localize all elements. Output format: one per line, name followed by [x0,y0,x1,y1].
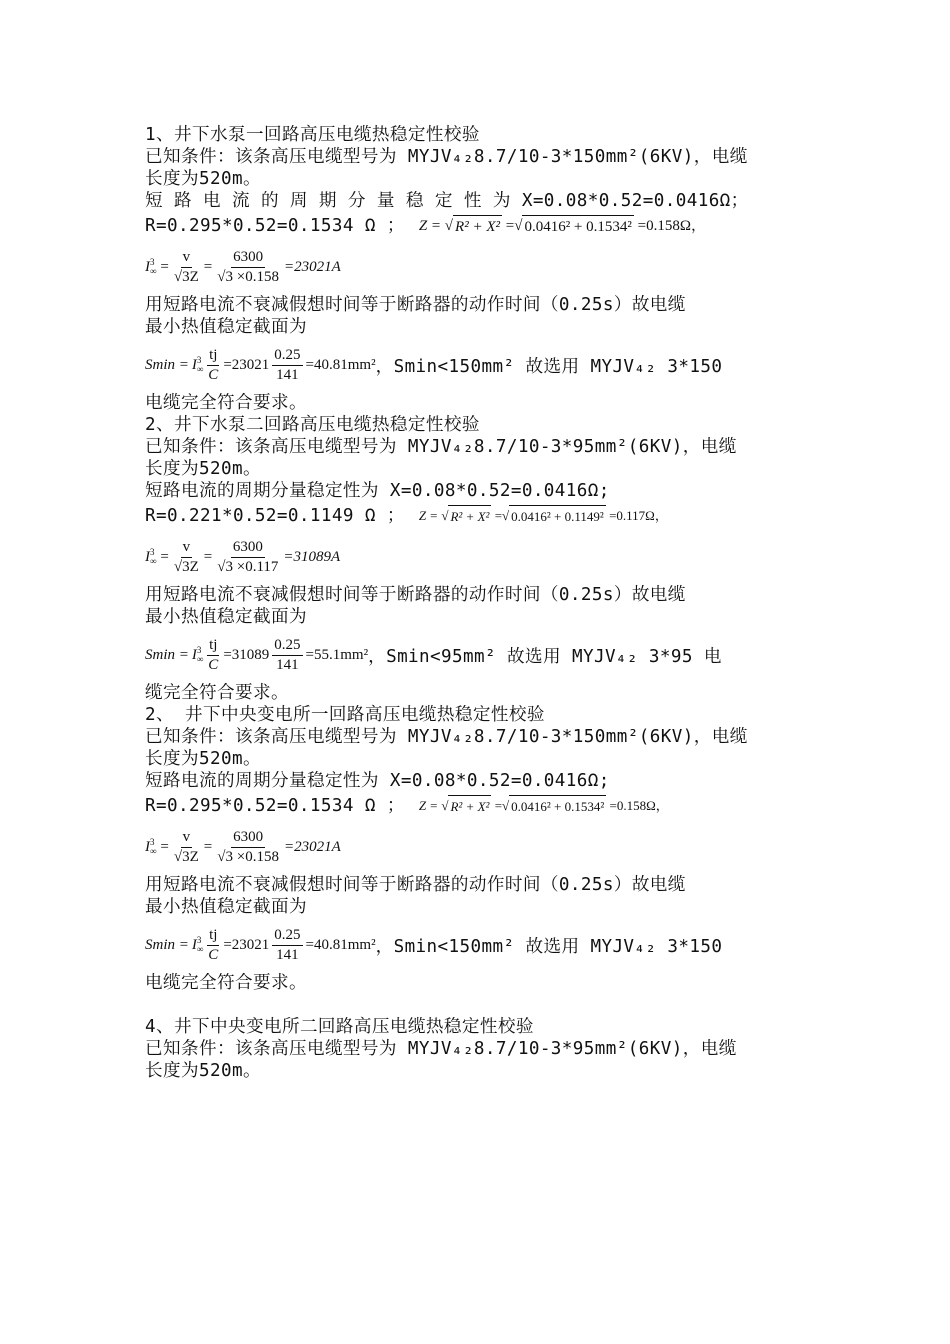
smin-row [145,628,810,682]
resistance-text: R=0.295*0.52=0.1534 Ω ； [145,216,405,236]
impedance-formula: Z = √ R² + X² =√ 0.0416² + 0.1534² =0.158Ω， [419,215,706,238]
cable-length: 长度为520m。 [145,169,261,189]
smin-formula: Smin = I 3 ∞ $\frac{tj}{C}$ =23021 $\frac{0.25}{141}$ =40.81mm² [145,926,376,963]
cable-length: 长度为520m。 [145,459,261,479]
min-section-label: 最小热值稳定截面为 [145,607,307,627]
smin-formula: Smin = I 3 ∞ $\frac{tj}{C}$ =31089 $\frac{0.25}{141}$ =55.1mm² [145,636,369,673]
smin-conclusion: ，Smin<150mm² 故选用 MYJV₄₂ 3*150 [375,936,723,957]
min-section-label: 最小热值稳定截面为 [145,897,307,917]
assumption-line: 用短路电流不衰减假想时间等于断路器的动作时间（0.25s）故电缆 [145,875,686,895]
impedance-formula: Z = √ R² + X² =√ 0.0416² + 0.1534² =0.158Ω， [419,795,669,818]
smin-row [145,918,810,972]
assumption-line: 用短路电流不衰减假想时间等于断路器的动作时间（0.25s）故电缆 [145,585,686,605]
known-conditions: 已知条件：该条高压电缆型号为 MYJV₄₂8.7/10-3*150mm²(6KV)，电缆 [145,727,748,747]
conclusion: 电缆完全符合要求。 [145,973,307,993]
assumption-line: 用短路电流不衰减假想时间等于断路器的动作时间（0.25s）故电缆 [145,295,686,315]
short-circuit-line: 短路电流的周期分量稳定性为 X=0.08*0.52=0.0416Ω; [145,481,610,501]
cable-length: 长度为520m。 [145,1061,261,1081]
section-title: 2、 井下中央变电所一回路高压电缆热稳定性校验 [145,705,545,725]
current-formula-row [145,240,810,294]
current-formula-row [145,530,810,584]
section-title: 1、井下水泵一回路高压电缆热稳定性校验 [145,125,480,145]
smin-conclusion: ，Smin<95mm² 故选用 MYJV₄₂ 3*95 电 [368,646,722,667]
known-conditions: 已知条件：该条高压电缆型号为 MYJV₄₂8.7/10-3*95mm²(6KV)，电缆 [145,437,737,457]
impedance-formula: Z = √ R² + X² =√ 0.0416² + 0.1149² =0.117Ω， [419,505,668,528]
section-title: 4、井下中央变电所二回路高压电缆热稳定性校验 [145,1017,534,1037]
known-conditions: 已知条件：该条高压电缆型号为 MYJV₄₂8.7/10-3*150mm²(6KV)，电缆 [145,147,748,167]
smin-formula: Smin = I 3 ∞ $\frac{tj}{C}$ =23021 $\frac{0.25}{141}$ =40.81mm² [145,346,376,383]
conclusion: 缆完全符合要求。 [145,683,289,703]
short-circuit-line: 短路电流的周期分量稳定性为 X=0.08*0.52=0.0416Ω; [145,771,610,791]
smin-row [145,338,810,392]
current-formula: I 3 ∞ = $\frac{v}{√3Z}$ = $\frac{6300}{√3 \times 0.158}$ =23021A [145,248,341,285]
cable-length: 长度为520m。 [145,749,261,769]
resistance-line [145,212,810,240]
current-formula-row [145,820,810,874]
spacer [145,994,810,1016]
resistance-line [145,502,810,530]
smin-conclusion: ，Smin<150mm² 故选用 MYJV₄₂ 3*150 [375,356,723,377]
resistance-text: R=0.295*0.52=0.1534 Ω ； [145,796,405,816]
known-conditions: 已知条件：该条高压电缆型号为 MYJV₄₂8.7/10-3*95mm²(6KV)，电缆 [145,1039,737,1059]
current-formula: I 3 ∞ = $\frac{v}{√3Z}$ = $\frac{6300}{√3 \times 0.158}$ =23021A [145,828,341,865]
short-circuit-line: 短 路 电 流 的 周 期 分 量 稳 定 性 为 X=0.08*0.52=0.0416Ω； [145,191,749,211]
min-section-label: 最小热值稳定截面为 [145,317,307,337]
document-page [145,124,810,1082]
section-title: 2、井下水泵二回路高压电缆热稳定性校验 [145,415,480,435]
current-formula: I 3 ∞ = $\frac{v}{√3Z}$ = $\frac{6300}{√3 \times 0.117}$ =31089A [145,538,341,575]
resistance-line [145,792,810,820]
conclusion: 电缆完全符合要求。 [145,393,307,413]
resistance-text: R=0.221*0.52=0.1149 Ω ； [145,506,405,526]
